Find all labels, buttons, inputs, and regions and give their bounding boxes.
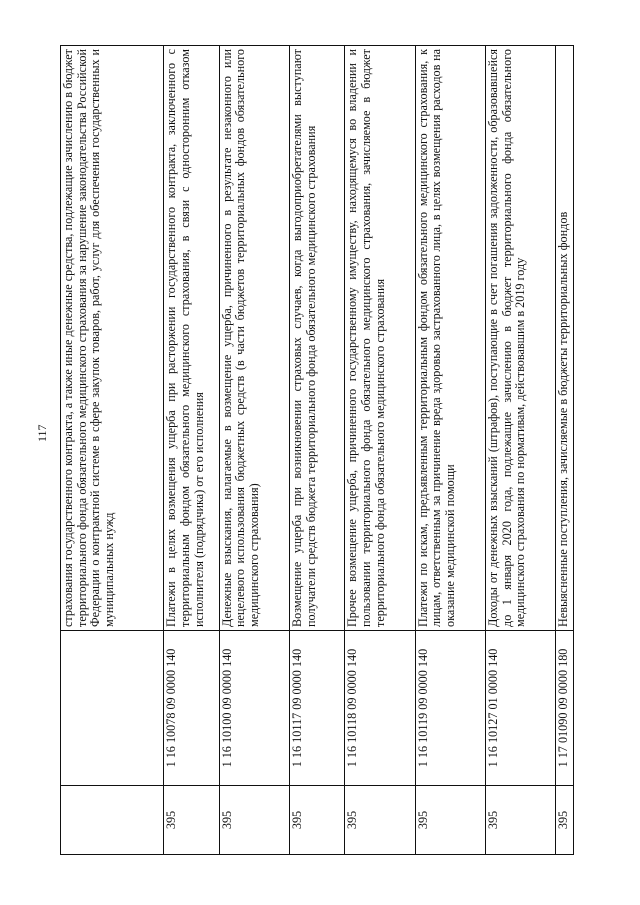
income-description-cell: Платежи по искам, предъявленным территориальным фондом обязательного медицинского страхования, к лицам, ответственным за причинение вреда здоровью застрахованного лица, в целях возмещения расходов на оказание медицинской помощи: [415, 46, 485, 631]
income-description-cell: Платежи в целях возмещения ущерба при расторжении государственного контракта, заключенного с территориальным фондом обязательного медицинского страхования, в связи с односторонним отказом исполнителя (подрядчика) от его исполнения: [164, 46, 219, 631]
table-row: [219, 46, 289, 855]
budget-code-cell: 1 16 10118 09 0000 140: [345, 631, 415, 786]
income-description-cell: Прочее возмещение ущерба, причиненного государственному имуществу, находящемуся во владении и пользовании территориального фонда обязательного медицинского страхования, зачисляемое в бюджет территориального фонда обязательного медицинского страхования: [345, 46, 415, 631]
admin-code-cell: 395: [415, 786, 485, 855]
table-row: [415, 46, 485, 855]
admin-code-cell: 395: [345, 786, 415, 855]
income-description-cell: страхования государственного контракта, а также иные денежные средства, подлежащие зачислению в бюджет территориального фонда обязательного медицинского страхования за нарушение законодательства Российской Федерации о контрактной системе в сфере закупок товаров, работ, услуг для обеспечения государственных и муниципальных нужд: [61, 46, 164, 631]
budget-code-cell: [61, 631, 164, 786]
table-row: [485, 46, 555, 855]
income-description-cell: Доходы от денежных взысканий (штрафов), поступающие в счет погашения задолженности, образовавшейся до 1 января 2020 года, подлежащие зачислению в бюджет территориального фонда обязательного медицинского страхования по нормативам, действовавшим в 2019 году: [485, 46, 555, 631]
table-row: [345, 46, 415, 855]
page-number: 117: [35, 424, 49, 442]
table-row: [164, 46, 219, 855]
table-row: [290, 46, 345, 855]
income-description-cell: Денежные взыскания, налагаемые в возмещение ущерба, причиненного в результате незаконного или нецелевого использования бюджетных средств (в части бюджетов территориальных фондов обязательного медицинского страхования): [219, 46, 289, 631]
admin-code-cell: 395: [164, 786, 219, 855]
budget-code-cell: 1 16 10119 09 0000 140: [415, 631, 485, 786]
income-codes-table: [60, 45, 574, 855]
admin-code-cell: 395: [290, 786, 345, 855]
budget-code-cell: 1 17 01090 09 0000 180: [556, 631, 574, 786]
table-row: [556, 46, 574, 855]
income-codes-table-wrapper: [60, 45, 574, 855]
admin-code-cell: 395: [556, 786, 574, 855]
admin-code-cell: 395: [485, 786, 555, 855]
budget-code-cell: 1 16 10078 09 0000 140: [164, 631, 219, 786]
admin-code-cell: [61, 786, 164, 855]
income-description-cell: Невыясненные поступления, зачисляемые в бюджеты территориальных фондов: [556, 46, 574, 631]
admin-code-cell: 395: [219, 786, 289, 855]
budget-code-cell: 1 16 10127 01 0000 140: [485, 631, 555, 786]
budget-code-cell: 1 16 10117 09 0000 140: [290, 631, 345, 786]
budget-code-cell: 1 16 10100 09 0000 140: [219, 631, 289, 786]
income-description-cell: Возмещение ущерба при возникновении страховых случаев, когда выгодоприобретателями выступают получатели средств бюджета территориального фонда обязательного медицинского страхования: [290, 46, 345, 631]
table-row: [61, 46, 164, 855]
